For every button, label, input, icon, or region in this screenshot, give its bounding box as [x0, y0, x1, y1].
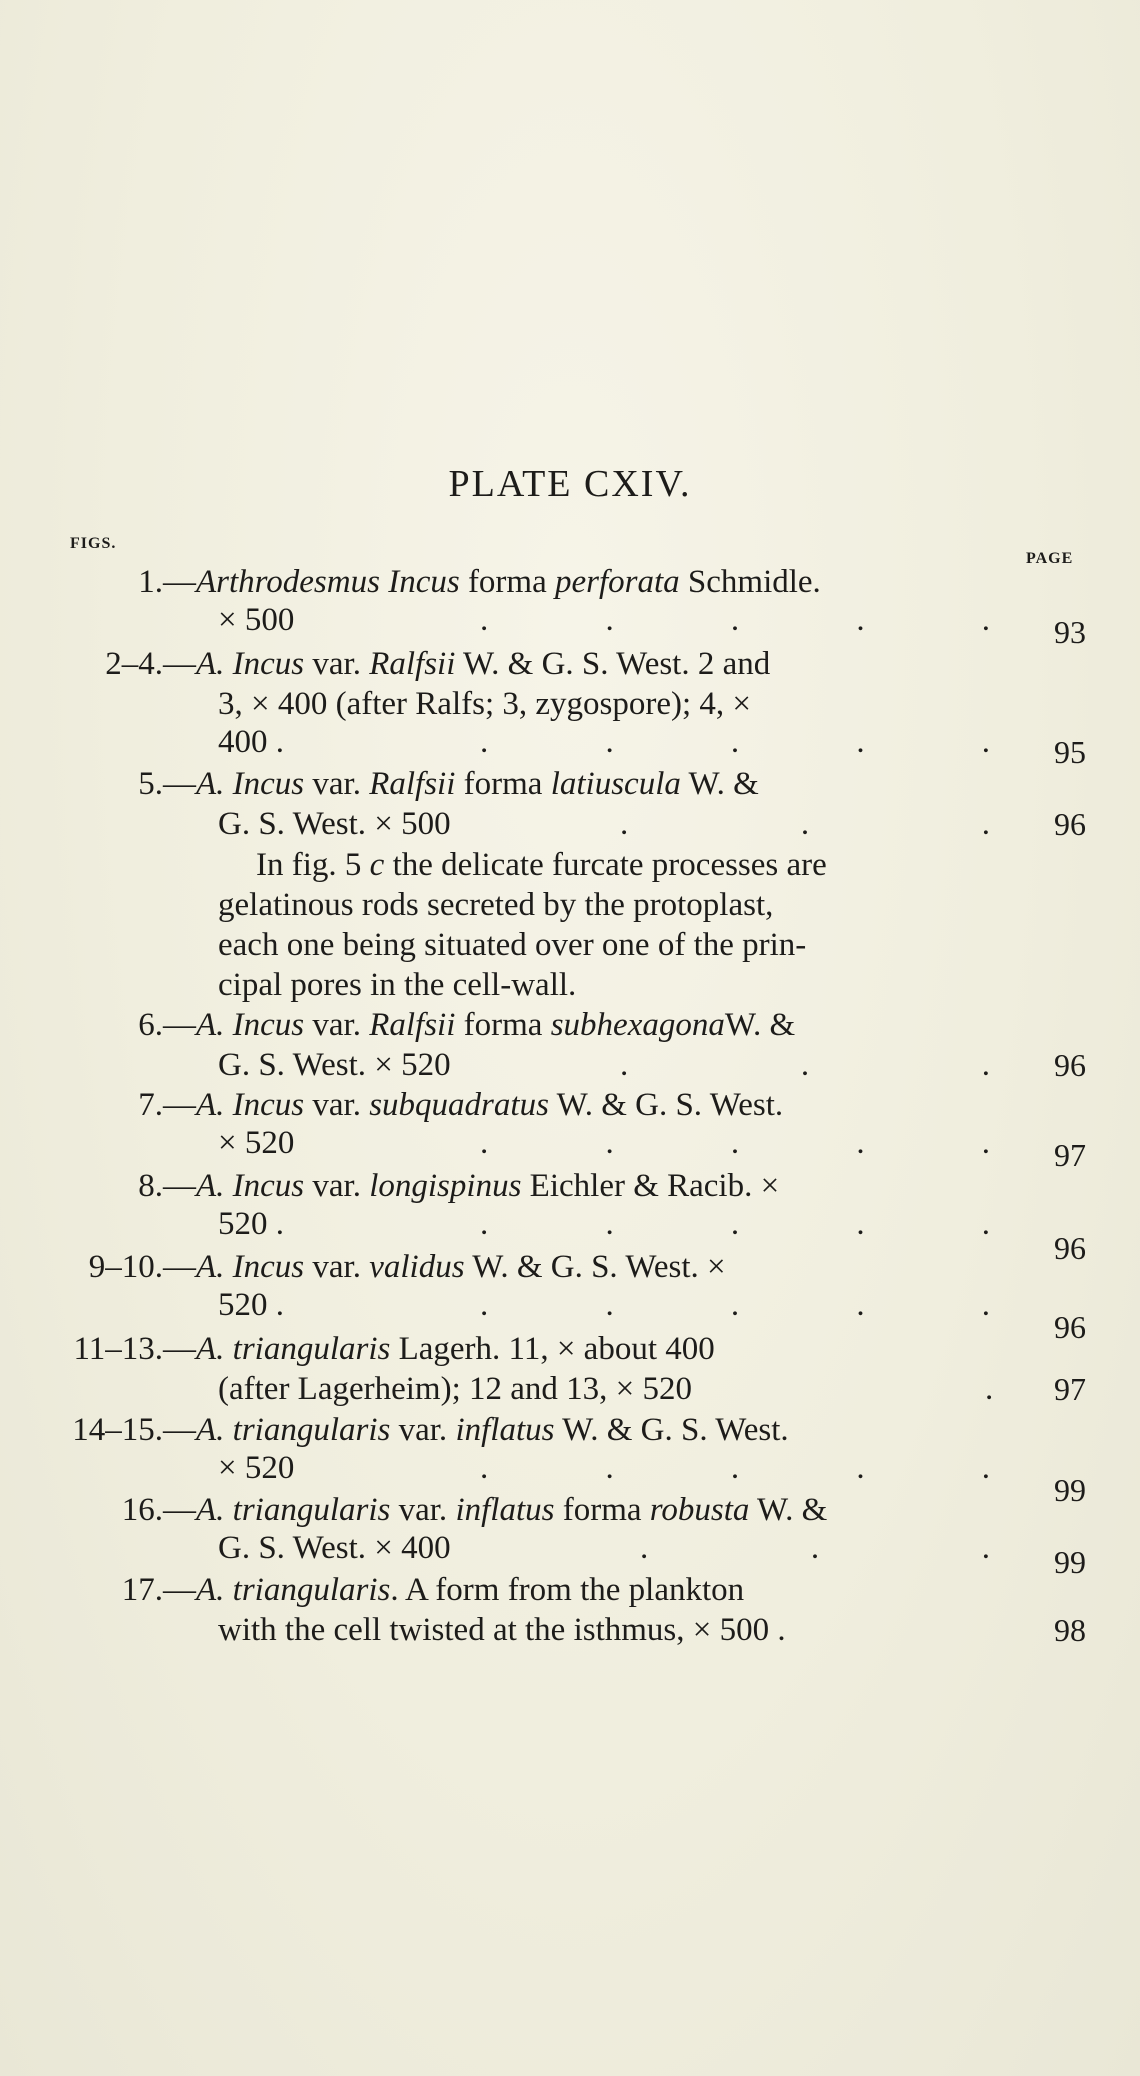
- fig-number: 8.—: [138, 1168, 196, 1204]
- fig-number: 6.—: [138, 1007, 196, 1043]
- entry-text: with the cell twisted at the isthmus, × 500 .: [218, 1612, 786, 1648]
- page-number: 96: [1054, 806, 1086, 842]
- page-number: 97: [1054, 1137, 1086, 1173]
- leader-dots: . . . . .: [480, 724, 990, 760]
- entry-text: 400 .: [218, 724, 284, 760]
- entry-text: A. triangularis var. inflatus W. & G. S. West.: [196, 1412, 789, 1448]
- page-number: 96: [1054, 1309, 1086, 1345]
- fig-number: 1.—: [138, 564, 196, 600]
- fig-number: 2–4.—: [105, 646, 196, 682]
- fig-number: 11–13.—: [73, 1331, 196, 1367]
- entry-text: G. S. West. × 500: [218, 806, 451, 842]
- leader-dots: . . . . .: [480, 602, 990, 638]
- entry-text: A. triangularis var. inflatus forma robusta W. &: [196, 1492, 828, 1528]
- entry-text: A. triangularis Lagerh. 11, × about 400: [196, 1331, 715, 1367]
- fig-number: 5.—: [138, 766, 196, 802]
- note-text: gelatinous rods secreted by the protoplast,: [218, 887, 774, 923]
- entry-text: A. Incus var. Ralfsii forma latiuscula W. &: [196, 766, 759, 802]
- leader-dots: .: [985, 1371, 994, 1407]
- note-text: cipal pores in the cell-wall.: [218, 967, 577, 1003]
- fig-number: 17.—: [121, 1572, 196, 1608]
- entry-text: A. Incus var. longispinus Eichler & Racib. ×: [196, 1168, 780, 1204]
- page-number: 96: [1054, 1047, 1086, 1083]
- entry-text: A. Incus var. Ralfsii W. & G. S. West. 2 and: [196, 646, 771, 682]
- note-text: each one being situated over one of the prin-: [218, 927, 807, 963]
- leader-dots: . . .: [620, 806, 990, 842]
- entry-text: × 520: [218, 1450, 295, 1486]
- entry-text: × 520: [218, 1125, 295, 1161]
- page-number: 99: [1054, 1544, 1086, 1580]
- entry-text: A. Incus var. Ralfsii forma subhexagonaW. &: [196, 1007, 796, 1043]
- leader-dots: . . . . .: [480, 1206, 990, 1242]
- figs-column-header: FIGS.: [70, 535, 117, 552]
- fig-number: 7.—: [138, 1087, 196, 1123]
- page-number: 96: [1054, 1230, 1086, 1266]
- page-number: 97: [1054, 1371, 1086, 1407]
- page-number: 99: [1054, 1472, 1086, 1508]
- page-number: 98: [1054, 1612, 1086, 1648]
- leader-dots: . . .: [640, 1530, 990, 1566]
- entry-text: G. S. West. × 400: [218, 1530, 451, 1566]
- page-column-header: PAGE: [1026, 550, 1074, 567]
- note-text: In fig. 5 c the delicate furcate processes are: [256, 847, 827, 883]
- entry-text: (after Lagerheim); 12 and 13, × 520: [218, 1371, 693, 1407]
- entry-text: Arthrodesmus Incus forma perforata Schmidle.: [196, 564, 821, 600]
- entry-text: × 500: [218, 602, 295, 638]
- entry-text: 520 .: [218, 1287, 284, 1323]
- leader-dots: . . . . .: [480, 1450, 990, 1486]
- fig-number: 14–15.—: [72, 1412, 196, 1448]
- leader-dots: . . . . .: [480, 1125, 990, 1161]
- page-number: 95: [1054, 734, 1086, 770]
- page-number: 93: [1054, 614, 1086, 650]
- fig-number: 16.—: [121, 1492, 196, 1528]
- fig-number: 9–10.—: [88, 1249, 196, 1285]
- entry-text: G. S. West. × 520: [218, 1047, 451, 1083]
- leader-dots: . . .: [620, 1047, 990, 1083]
- entry-text: 3, × 400 (after Ralfs; 3, zygospore); 4, ×: [218, 686, 752, 722]
- entry-text: A. triangularis. A form from the plankton: [196, 1572, 745, 1608]
- entry-text: A. Incus var. subquadratus W. & G. S. West.: [196, 1087, 784, 1123]
- leader-dots: . . . . .: [480, 1287, 990, 1323]
- entry-text: 520 .: [218, 1206, 284, 1242]
- plate-title: PLATE CXIV.: [448, 463, 692, 505]
- entry-text: A. Incus var. validus W. & G. S. West. ×: [196, 1249, 726, 1285]
